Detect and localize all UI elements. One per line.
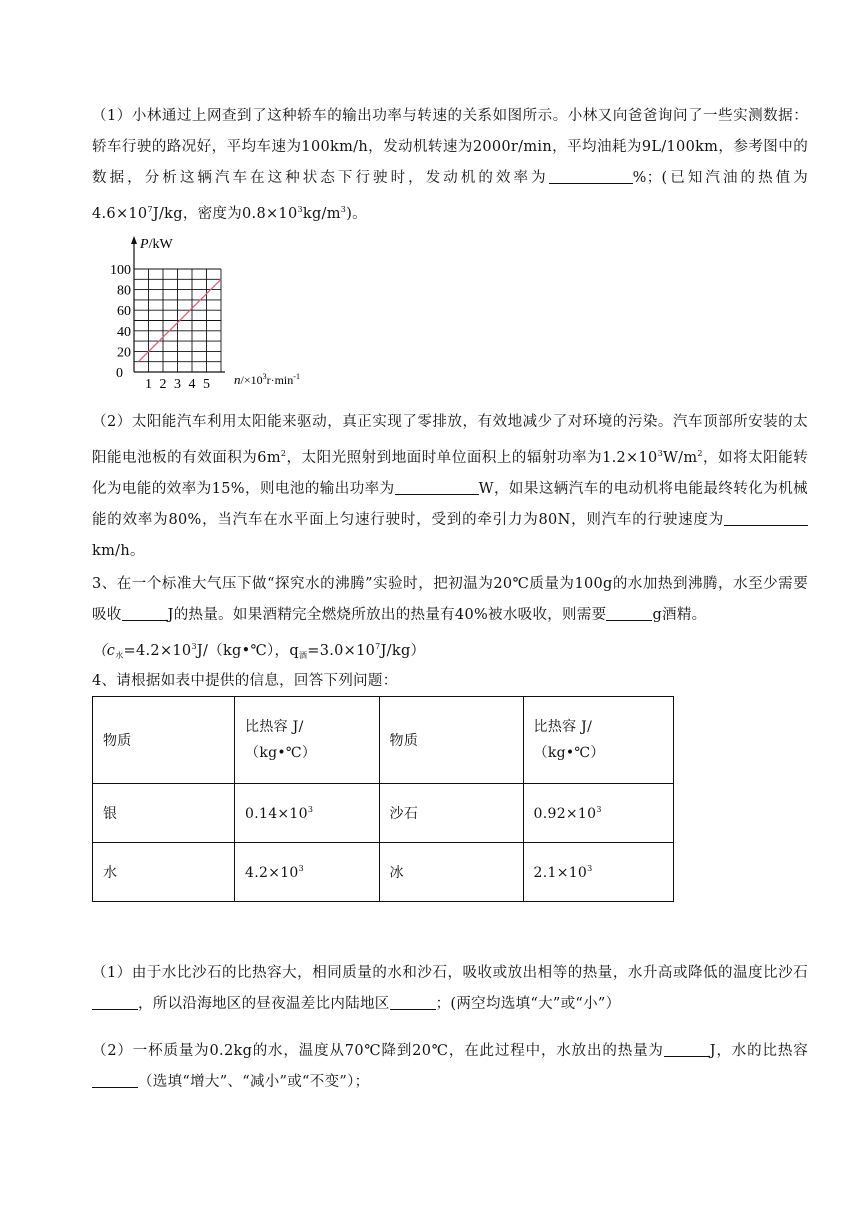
value-cell: $0.92\times 10^3$ — [523, 784, 673, 843]
p1-text-d: kg/m — [302, 206, 341, 222]
substance-cell: 水 — [93, 843, 235, 902]
q3-text-d: （c — [92, 643, 116, 659]
question-part-2 — [92, 407, 808, 567]
chart-grid — [134, 269, 221, 372]
x-tick-label: 1 — [145, 377, 152, 392]
table-header-row — [93, 697, 674, 784]
p2-text-d: ，如将太阳能转化为电能的效率为15%，则电池的输出功率为 — [92, 450, 808, 497]
superscript: 2 — [280, 449, 287, 458]
question-4-title — [92, 666, 808, 697]
superscript: 2 — [697, 449, 703, 458]
q4s1-text-c: ；(两空均选填“大”或“小”） — [435, 996, 621, 1012]
answer-blank[interactable] — [390, 993, 436, 1010]
y-tick-label: 60 — [117, 304, 131, 320]
substance-cell: 沙石 — [379, 784, 523, 843]
y-axis-arrow — [131, 236, 137, 244]
table-row — [93, 843, 674, 902]
question-4-part-2 — [92, 1036, 808, 1098]
header-cell: 物质 — [379, 697, 523, 784]
answer-blank[interactable] — [92, 1071, 138, 1088]
p1-text-e: )。 — [346, 206, 367, 222]
answer-blank[interactable] — [664, 1040, 710, 1057]
superscript: 7 — [375, 642, 381, 651]
q3-text-g: =3.0×10 — [307, 643, 376, 659]
answer-blank[interactable] — [606, 604, 652, 621]
power-speed-chart — [98, 226, 338, 396]
q4s2-text-b: J，水的比热容 — [709, 1043, 808, 1059]
q3-text-h: J/kg） — [380, 643, 426, 659]
header-cell: 物质 — [93, 697, 235, 784]
superscript: 7 — [147, 205, 153, 214]
question-3 — [92, 569, 808, 671]
q4s2-text-a: （2）一杯质量为0.2kg的水，温度从70℃降到20℃，在此过程中，水放出的热量为 — [92, 1043, 664, 1059]
q3-text-f: J/（kg•℃），q — [196, 643, 299, 659]
p1-text-b: %；(已知汽油的热值为4.6×10 — [92, 170, 808, 222]
y-tick-label: 80 — [117, 283, 131, 299]
q4s1-text-b: ，所以沿海地区的昼夜温差比内陆地区 — [138, 996, 390, 1012]
substance-cell: 冰 — [379, 843, 523, 902]
answer-blank[interactable] — [92, 993, 138, 1010]
value-cell: $0.14\times 10^3$ — [235, 784, 379, 843]
answer-blank[interactable] — [724, 509, 808, 526]
header-cell: 比热容 J/ （kg•℃） — [523, 697, 673, 784]
chart-ticks — [110, 263, 210, 392]
q4s2-text-c: （选填“增大”、“减小”或“不变”）； — [138, 1074, 370, 1090]
p2-text-a: （2）太阳能汽车利用太阳能来驱动，真正实现了零排放，有效地减少了对环境的污染。汽车顶部所安装的太阳能电池板的有效面积为6m — [92, 414, 808, 466]
superscript: 3 — [657, 449, 663, 458]
question-4-part-1 — [92, 958, 808, 1020]
x-tick-label: 4 — [188, 377, 196, 392]
superscript: 3 — [191, 642, 197, 651]
q3-text-a: 3、在一个标准大气压下做“探究水的沸腾”实验时，把初温为20℃质量为100g的水加热到沸腾，水至少需要吸收 — [92, 576, 808, 623]
answer-blank[interactable] — [395, 478, 479, 495]
y-tick-label: 100 — [110, 263, 131, 278]
table-row — [93, 784, 674, 843]
y-axis-label: P/kW — [140, 237, 173, 252]
y-tick-label: 40 — [117, 324, 131, 340]
q3-text-b: J的热量。如果酒精完全燃烧所放出的热量有40%被水吸收，则需要 — [167, 607, 607, 623]
p2-text-f: km/h。 — [92, 543, 145, 559]
p1-text-a: （1）小林通过上网查到了这种轿车的输出功率与转速的关系如图所示。小林又向爸爸询问了一些实测数据：轿车行驶的路况好，平均车速为100km/h，发动机转速为2000r/min，平均油耗为9L/100km，参考图中的数据，分析这辆汽车在这种状态下行驶时，发动机的效率为 — [92, 108, 808, 186]
x-axis-label: $n/\times 10^3r\cdot\min^{-1}$ — [234, 372, 300, 387]
x-tick-label: 5 — [203, 377, 210, 392]
specific-heat-table — [92, 696, 674, 902]
superscript: 3 — [297, 205, 303, 214]
p2-text-c: W/m — [662, 450, 698, 466]
value-cell: $2.1\times 10^3$ — [523, 843, 673, 902]
q3-text-e: =4.2×10 — [123, 643, 192, 659]
p2-text-b: ，太阳光照射到地面时单位面积上的辐射功率为1.2×10 — [286, 450, 658, 466]
header-cell: 比热容 J/ （kg•℃） — [235, 697, 379, 784]
subscript: 水 — [115, 651, 124, 660]
question-part-1 — [92, 101, 808, 230]
answer-blank[interactable] — [549, 167, 633, 184]
q3-text-c: g酒精。 — [652, 607, 707, 623]
answer-blank[interactable] — [122, 604, 168, 621]
y-tick-label: 20 — [117, 345, 131, 361]
q4-title-text: 4、请根据如表中提供的信息，回答下列问题： — [92, 673, 398, 689]
x-tick-label: 3 — [174, 377, 181, 392]
origin-label: 0 — [116, 366, 123, 381]
x-tick-label: 2 — [159, 377, 167, 392]
p2-text-e: W，如果这辆汽车的电动机将电能最终转化为机械能的效率为80%，当汽车在水平面上匀速行驶时，受到的牵引力为80N，则汽车的行驶速度为 — [92, 481, 808, 528]
q4s1-text-a: （1）由于水比沙石的比热容大，相同质量的水和沙石，吸收或放出相等的热量，水升高或降低的温度比沙石 — [92, 965, 808, 981]
superscript: 3 — [340, 205, 347, 214]
value-cell: $4.2\times 10^3$ — [235, 843, 379, 902]
p1-text-c: J/kg，密度为0.8×10 — [152, 206, 298, 222]
substance-cell: 银 — [93, 784, 235, 843]
subscript: 酒 — [298, 651, 308, 660]
